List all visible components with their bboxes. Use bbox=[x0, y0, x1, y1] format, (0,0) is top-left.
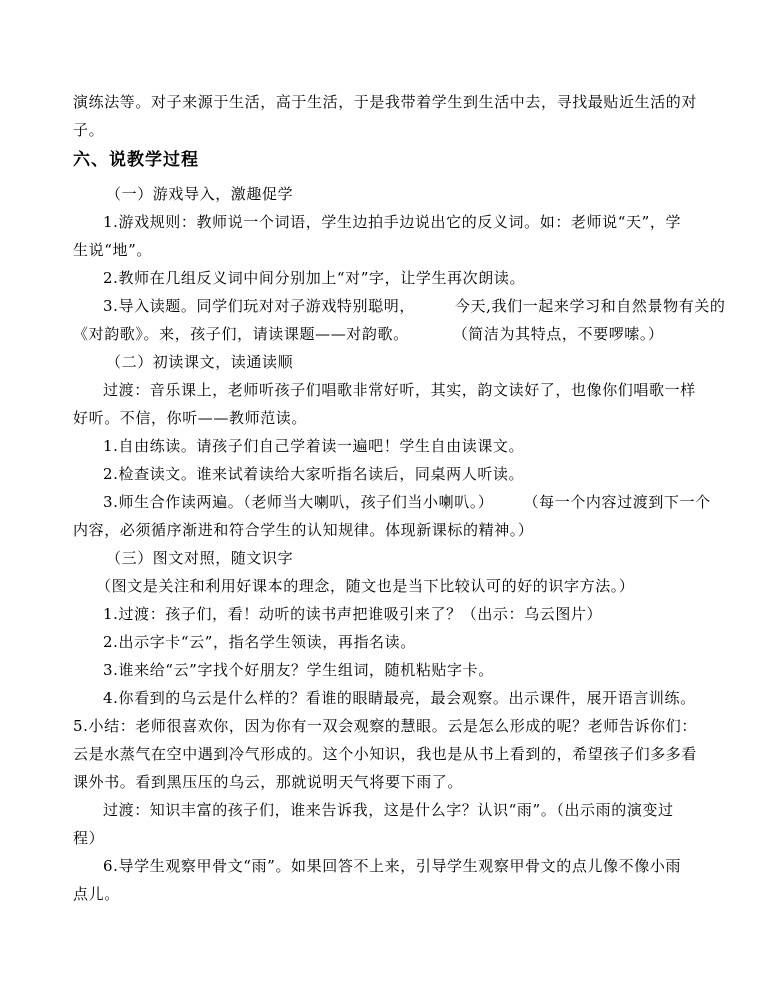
sub1-paragraph-3-part-b: 今天,我们一起来学习和自然景物有关的 bbox=[454, 297, 726, 315]
intro-line-1: 演练法等。对子来源于生活，高于生活，于是我带着学生到生活中去，寻找最贴近生活的对 bbox=[73, 93, 698, 111]
sub2-paragraph-3-part-b: （每一个内容过渡到下一个 bbox=[523, 493, 711, 511]
sub2-paragraph-3-line-2: 内容，必须循序渐进和符合学生的认知规律。体现新课标的精神。） bbox=[73, 521, 534, 539]
sub1-paragraph-3-part-d: （简洁为其特点，不要啰嗦。） bbox=[452, 325, 664, 343]
intro-line-2: 子。 bbox=[73, 121, 105, 139]
sub2-paragraph-1: 1.自由练读。请孩子们自己学着读一遍吧！学生自由读课文。 bbox=[103, 437, 525, 455]
sub3-paragraph-2: 2.出示字卡“云”，指名学生领读，再指名读。 bbox=[103, 633, 416, 651]
sub3-paragraph-3: 3.谁来给“云”字找个好朋友？学生组词，随机粘贴字卡。 bbox=[103, 661, 494, 679]
sub3-paragraph-4: 4.你看到的乌云是什么样的？看谁的眼睛最亮，最会观察。出示课件，展开语言训练。 bbox=[103, 689, 696, 707]
sub1-paragraph-1-line-1: 1.游戏规则：教师说一个词语，学生边拍手边说出它的反义词。如：老师说“天”，学 bbox=[103, 213, 682, 231]
sub3-transition-line-1: 过渡：知识丰富的孩子们，谁来告诉我，这是什么字？认识“雨”。（出示雨的演变过 bbox=[103, 801, 674, 819]
sub3-paragraph-6-line-1: 6.导学生观察甲骨文“雨”。如果回答不上来，引导学生观察甲骨文的点儿像不像小雨 bbox=[103, 857, 682, 875]
sub3-paragraph-1: 1.过渡：孩子们，看！动听的读书声把谁吸引来了？（出示：乌云图片） bbox=[103, 605, 603, 623]
sub1-paragraph-3-part-a: 3.导入读题。同学们玩对对子游戏特别聪明， bbox=[103, 297, 415, 315]
sub2-paragraph-3-line-1 bbox=[0, 491, 770, 513]
sub3-paragraph-5-line-1: 5.小结：老师很喜欢你，因为你有一双会观察的慧眼。云是怎么形成的呢？老师告诉你们： bbox=[73, 717, 697, 735]
sub1-paragraph-3-line-2 bbox=[0, 323, 770, 345]
sub3-note: （图文是关注和利用好课本的理念，随文也是当下比较认可的好的识字方法。） bbox=[96, 577, 635, 595]
sub1-paragraph-2: 2.教师在几组反义词中间分别加上“对”字，让学生再次朗读。 bbox=[103, 269, 526, 287]
subsection-1-title: （一）游戏导入，激趣促学 bbox=[106, 185, 294, 203]
sub1-paragraph-3-part-c: 《对韵歌》。来，孩子们，请读课题——对韵歌。 bbox=[73, 325, 409, 343]
sub2-paragraph-3-part-a: 3.师生合作读两遍。（老师当大喇叭，孩子们当小喇叭。） bbox=[103, 493, 494, 511]
sub2-paragraph-2: 2.检查读文。谁来试着读给大家听指名读后，同桌两人听读。 bbox=[103, 465, 525, 483]
sub2-transition-line-2: 好听。不信，你听——教师范读。 bbox=[73, 409, 308, 427]
sub2-transition-line-1: 过渡：音乐课上，老师听孩子们唱歌非常好听，其实，韵文读好了，也像你们唱歌一样 bbox=[103, 381, 696, 399]
sub3-transition-line-2: 程） bbox=[73, 829, 105, 847]
sub3-paragraph-5-line-2: 云是水蒸气在空中遇到冷气形成的。这个小知识，我也是从书上看到的，希望孩子们多多看 bbox=[73, 745, 698, 763]
subsection-3-title: （三）图文对照，随文识字 bbox=[106, 549, 294, 567]
sub3-paragraph-6-line-2: 点儿。 bbox=[73, 885, 120, 903]
sub1-paragraph-1-line-2: 生说“地”。 bbox=[73, 241, 152, 259]
sub1-paragraph-3-line-1 bbox=[0, 295, 770, 317]
subsection-2-title: （二）初读课文，读通读顺 bbox=[106, 353, 294, 371]
section-heading: 六、说教学过程 bbox=[73, 150, 199, 170]
sub3-paragraph-5-line-3: 课外书。看到黑压压的乌云，那就说明天气将要下雨了。 bbox=[73, 773, 464, 791]
